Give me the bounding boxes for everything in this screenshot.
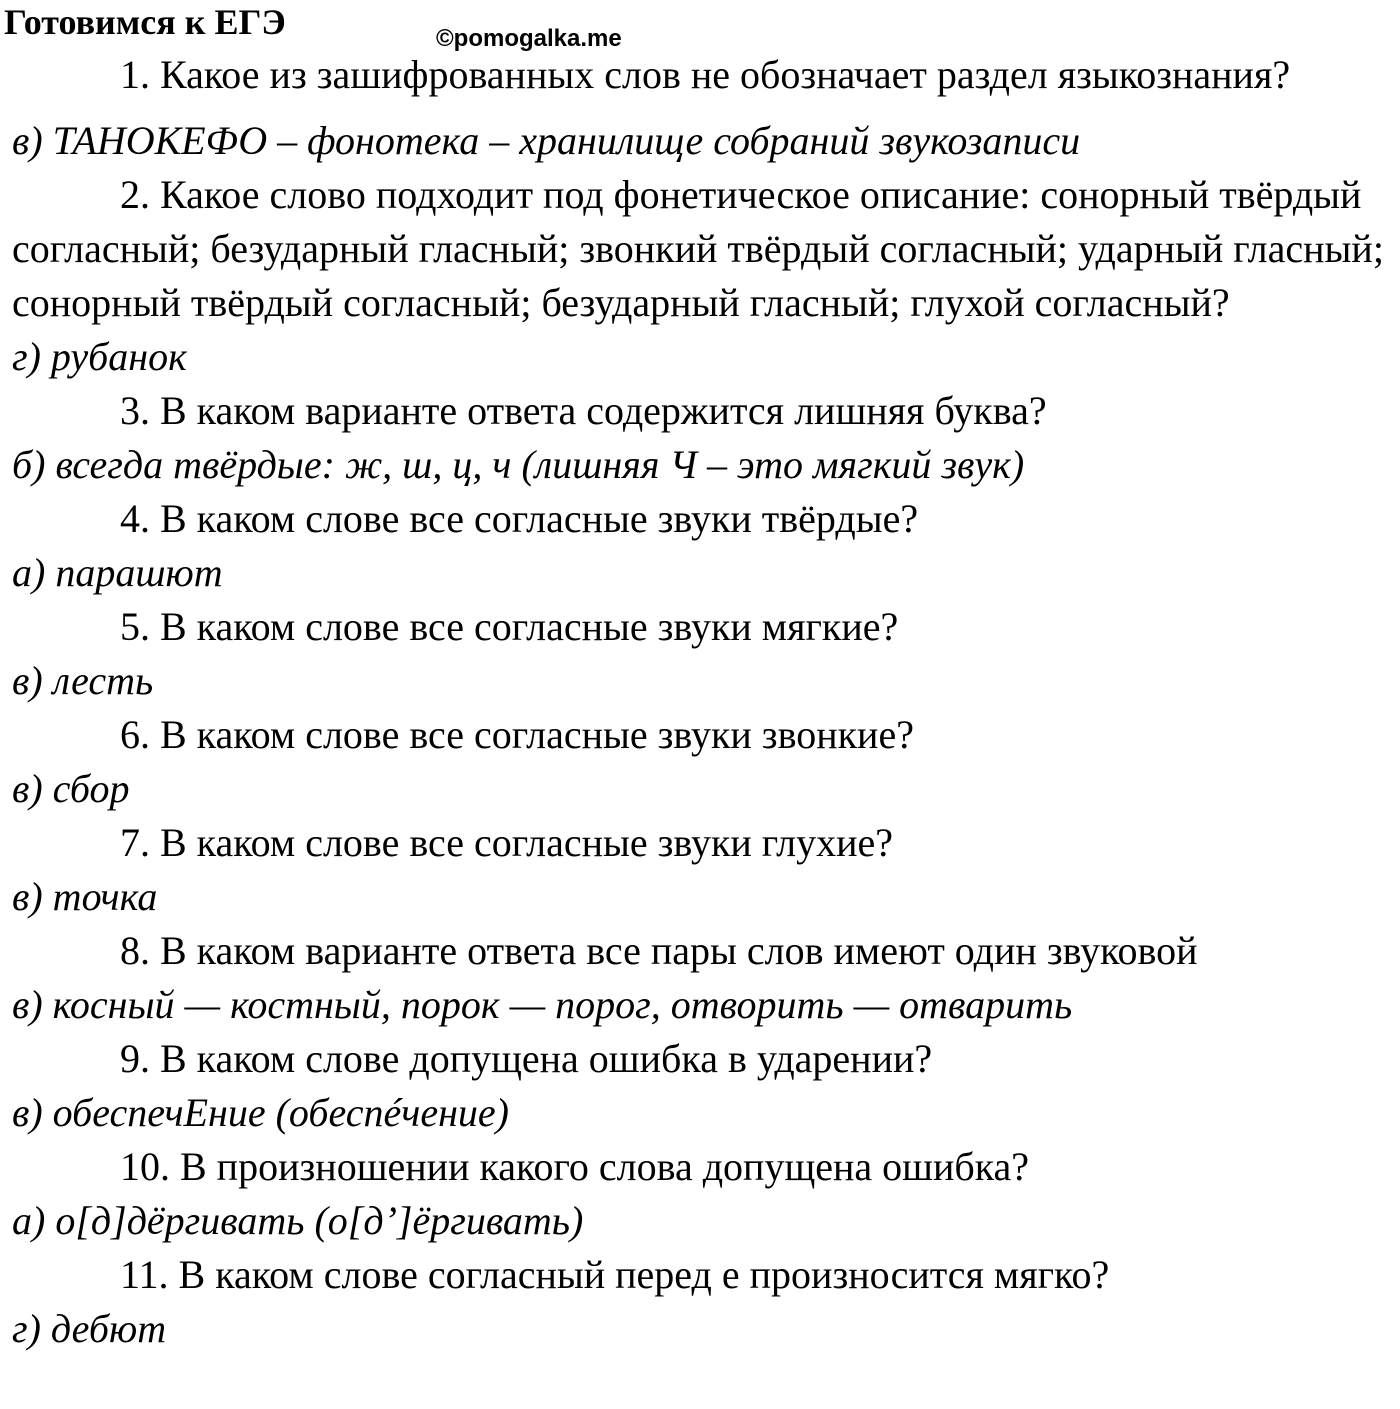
qa-list (12, 48, 1398, 1356)
answer-1: в) ТАНОКЕФО – фонотека – хранилище собраний звукозаписи (12, 118, 1081, 163)
question-10: 10. В произношении какого слова допущена ошибка? (120, 1144, 1030, 1189)
page-title: Готовимся к ЕГЭ (4, 2, 286, 42)
question-6: 6. В каком слове все согласные звуки звонкие? (120, 712, 914, 757)
question-8: 8. В каком варианте ответа все пары слов имеют один звуковой (120, 928, 1198, 973)
question-1: 1. Какое из зашифрованных слов не обозначает раздел языкознания? (120, 52, 1291, 97)
answer-5: в) лесть (12, 658, 154, 703)
answer-11: г) дебют (12, 1306, 167, 1351)
answer-9: в) обеспечЕние (обеспéчение) (12, 1090, 509, 1135)
question-7: 7. В каком слове все согласные звуки глухие? (120, 820, 894, 865)
answer-10: а) о[д]дёргивать (о[д’]ёргивать) (12, 1198, 584, 1243)
answer-2: г) рубанок (12, 334, 187, 379)
question-2: 2. Какое слово подходит под фонетическое описание: сонорный твёрдый согласный; безударный гласный; звонкий твёрдый согласный; ударный гласный; сонорный твёрдый согласный; безударный гласный; глухой согласный? (12, 172, 1384, 325)
question-11: 11. В каком слове согласный перед е произносится мягко? (120, 1252, 1110, 1297)
question-3: 3. В каком варианте ответа содержится лишняя буква? (120, 388, 1047, 433)
question-4: 4. В каком слове все согласные звуки твёрдые? (120, 496, 919, 541)
answer-8: в) косный — костный, порок — порог, отворить — отварить (12, 982, 1073, 1027)
question-5: 5. В каком слове все согласные звуки мягкие? (120, 604, 899, 649)
answer-6: в) сбор (12, 766, 130, 811)
watermark: ©pomogalka.me (436, 25, 622, 52)
answer-3: б) всегда твёрдые: ж, ш, ц, ч (лишняя Ч – это мягкий звук) (12, 442, 1025, 487)
answer-7: в) точка (12, 874, 158, 919)
answer-4: а) парашют (12, 550, 223, 595)
question-9: 9. В каком слове допущена ошибка в ударении? (120, 1036, 933, 1081)
